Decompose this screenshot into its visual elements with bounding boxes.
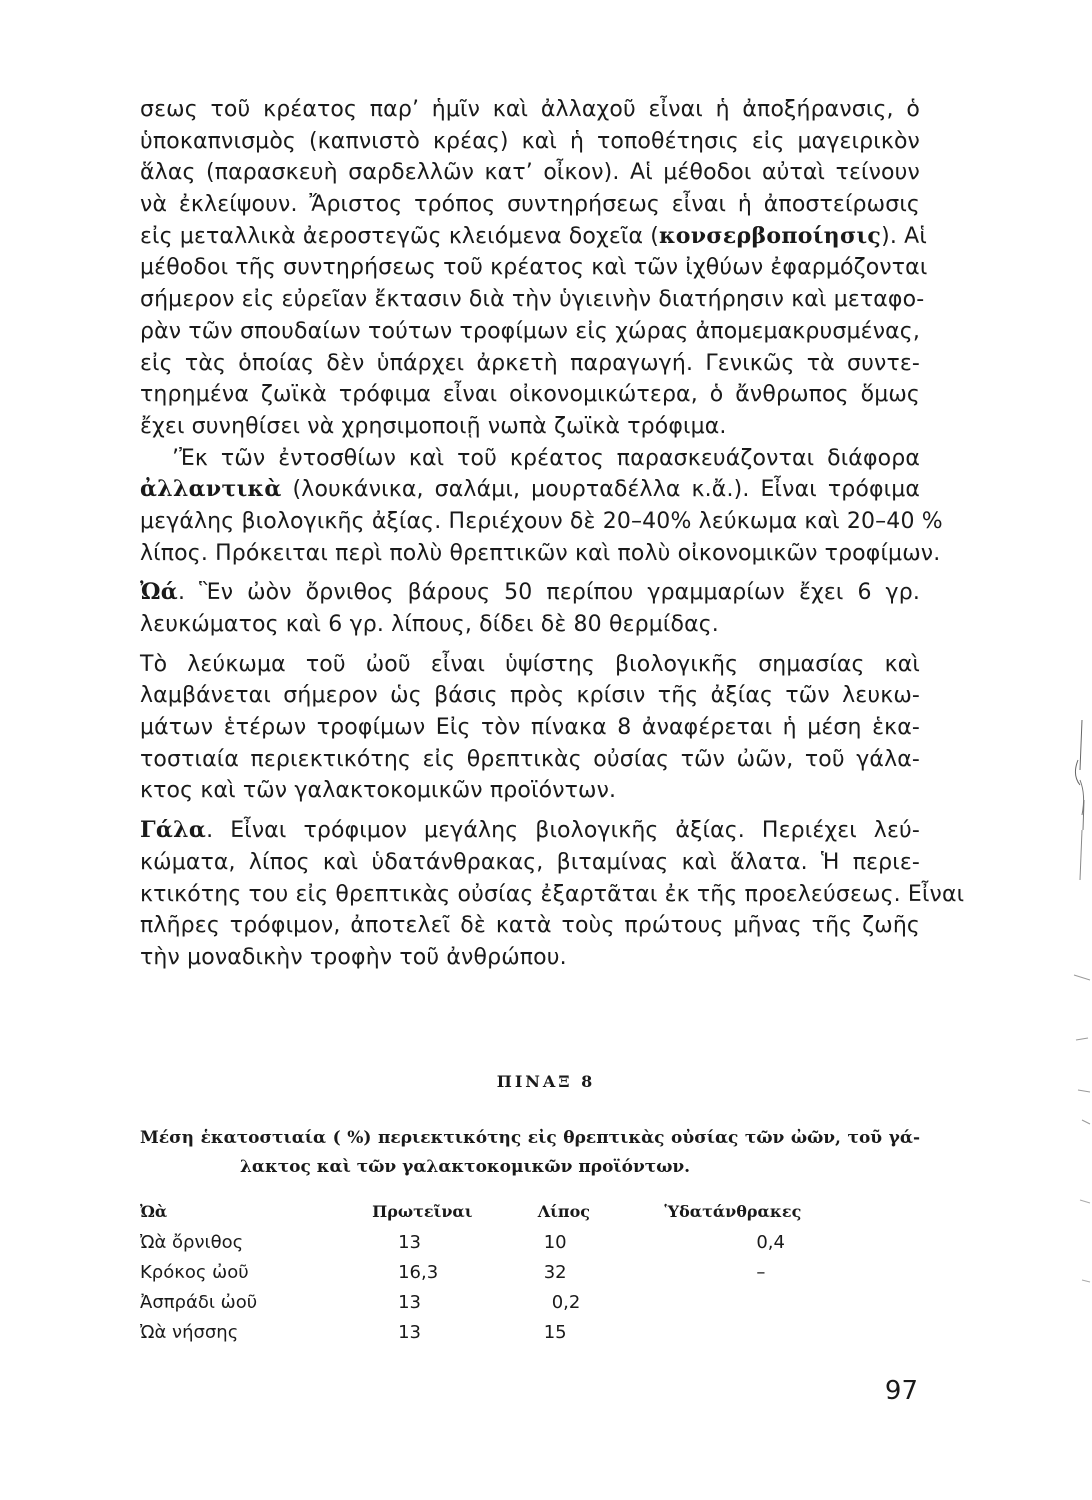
nutrient-table <box>140 1195 900 1347</box>
column-header: Πρωτεῖναι <box>372 1201 473 1221</box>
text-line: λίπος. Πρόκειται περὶ πολὺ θρεπτικῶν καὶ πολὺ οἰκονομικῶν τροφίμων. <box>140 540 941 566</box>
column-header: Ὠὰ <box>140 1201 168 1221</box>
text-line: ὑποκαπνισμὸς (καπνιστὸ κρέας) καὶ ἡ τοποθέτησις εἰς μαγειρικὸν <box>140 128 920 154</box>
text-line <box>140 474 920 506</box>
bold-term: ἀλλαντικὰ <box>140 476 282 503</box>
table-cell: 13 <box>398 1291 421 1313</box>
caption-line: λακτος καὶ τῶν γαλακτοκομικῶν προϊόντων. <box>240 1157 691 1177</box>
table-cell: 10 <box>543 1231 567 1253</box>
text-line: τηρημένα ζωϊκὰ τρόφιμα εἶναι οἰκονομικώτερα, ὁ ἄνθρωπος ὅμως <box>140 382 920 408</box>
text-line <box>140 577 920 609</box>
bold-term: Ὠά <box>140 579 179 606</box>
text-segment: ). Αἱ <box>881 223 927 249</box>
table-cell: 16,3 <box>398 1261 439 1283</box>
text-line: μεγάλης βιολογικῆς ἀξίας. Περιέχουν δὲ 20–40% λεύκωμα καὶ 20–40 % <box>140 508 943 534</box>
table-cell: 0,4 <box>756 1231 785 1253</box>
page-number: 97 <box>884 1376 918 1406</box>
text-line: νὰ ἐκλείψουν. Ἄριστος τρόπος συντηρήσεως εἶναι ἡ ἀποστείρωσις <box>140 192 920 218</box>
table-cell <box>664 1287 900 1317</box>
text-line <box>140 815 920 847</box>
text-line: κώματα, λίπος καὶ ὑδατάνθρακας, βιταμίνας καὶ ἅλατα. Ἡ περιε- <box>140 849 920 875</box>
table-cell: 15 <box>543 1321 567 1343</box>
table-cell: – <box>756 1261 766 1283</box>
text-line: μέθοδοι τῆς συντηρήσεως τοῦ κρέατος καὶ τῶν ἰχθύων ἐφαρμόζονται <box>140 255 928 281</box>
table-row <box>140 1227 900 1257</box>
text-line: λευκώματος καὶ 6 γρ. λίπους, δίδει δὲ 80 θερμίδας. <box>140 612 719 637</box>
paragraph <box>140 94 928 443</box>
text-line: τοστιαία περιεκτικότης εἰς θρεπτικὰς οὐσίας τῶν ὠῶν, τοῦ γάλα- <box>140 746 920 772</box>
column-header: Ὑδατάνθρακες <box>664 1201 802 1221</box>
text-line: ’Ἐκ τῶν ἐντοσθίων καὶ τοῦ κρέατος παρασκευάζονται διάφορα <box>172 445 920 471</box>
table-cell: Ὠὰ ὄρνιθος <box>140 1231 244 1253</box>
text-line: ρὰν τῶν σπουδαίων τούτων τροφίμων εἰς χώρας ἀπομεμακρυσμένας, <box>140 318 920 344</box>
text-line: τὴν μοναδικὴν τροφὴν τοῦ ἀνθρώπου. <box>140 944 567 970</box>
table-row <box>140 1287 900 1317</box>
bold-term: κονσερβοποίησις <box>659 222 882 249</box>
table-title: ΠΙΝΑΞ 8 <box>496 1072 596 1091</box>
text-line: πλῆρες τρόφιμον, ἀποτελεῖ δὲ κατὰ τοὺς πρώτους μῆνας τῆς ζωῆς <box>140 913 920 939</box>
text-line <box>140 221 927 253</box>
text-segment: . Ἓν ὠὸν ὄρνιθος βάρους 50 περίπου γραμμαρίων ἔχει 6 γρ. <box>178 580 920 606</box>
text-segment: . Εἶναι τρόφιμον μεγάλης βιολογικῆς ἀξίας. Περιέχει λεύ- <box>206 818 920 844</box>
table-row <box>140 1317 900 1347</box>
table-cell <box>664 1317 900 1347</box>
paragraph <box>140 577 920 640</box>
paragraph <box>140 443 943 570</box>
text-line: ἅλας (παρασκευὴ σαρδελλῶν κατ’ οἶκον). Αἱ μέθοδοι αὐταὶ τείνουν <box>140 160 920 186</box>
text-segment: εἰς μεταλλικὰ ἀεροστεγῶς κλειόμενα δοχεῖα ( <box>140 223 660 249</box>
table-cell: 0,2 <box>551 1291 581 1313</box>
text-line: ἔχει συνηθίσει νὰ χρησιμοποιῇ νωπὰ ζωϊκὰ τρόφιμα. <box>140 413 727 439</box>
text-line: σήμερον εἰς εὐρεῖαν ἔκτασιν διὰ τὴν ὑγιεινὴν διατήρησιν καὶ μεταφο- <box>140 287 925 313</box>
table-cell: 13 <box>398 1231 421 1253</box>
table-cell: Ὠὰ νήσσης <box>140 1321 239 1343</box>
body-text <box>140 94 965 974</box>
column-header: Λίπος <box>537 1201 590 1221</box>
text-line: σεως τοῦ κρέατος παρ’ ἡμῖν καὶ ἀλλαχοῦ εἶναι ἡ ἀποξήρανσις, ὁ <box>140 97 920 122</box>
text-line: κτικότης του εἰς θρεπτικὰς οὐσίας ἐξαρτᾶται ἐκ τῆς προελεύσεως. Εἶναι <box>140 881 965 907</box>
text-line: Τὸ λεύκωμα τοῦ ὠοῦ εἶναι ὑψίστης βιολογικῆς σημασίας καὶ <box>140 651 920 677</box>
caption-line: Μέση ἑκατοστιαία ( %) περιεκτικότης εἰς θρεπτικὰς οὐσίας τῶν ὠῶν, τοῦ γά- <box>140 1128 920 1148</box>
text-segment: (λουκάνικα, σαλάμι, μουρταδέλλα κ.ἄ.). Εἶναι τρόφιμα <box>281 477 920 503</box>
paragraph <box>140 649 920 807</box>
margin-pencil-marks <box>1068 700 1092 1400</box>
table-row <box>140 1257 900 1287</box>
paragraph <box>140 815 965 973</box>
table-cell: 13 <box>398 1321 421 1343</box>
text-line: μάτων ἑτέρων τροφίμων Εἰς τὸν πίνακα 8 ἀναφέρεται ἡ μέση ἑκα- <box>140 715 920 741</box>
bold-term: Γάλα <box>140 817 207 844</box>
table-cell: 32 <box>543 1261 567 1283</box>
table-cell: Ἀσπράδι ὠοῦ <box>140 1291 258 1313</box>
table-caption <box>140 1124 920 1182</box>
text-line: εἰς τὰς ὁποίας δὲν ὑπάρχει ἀρκετὴ παραγωγή. Γενικῶς τὰ συντε- <box>140 350 920 376</box>
text-line: κτος καὶ τῶν γαλακτοκομικῶν προϊόντων. <box>140 778 617 804</box>
text-line: λαμβάνεται σήμερον ὡς βάσις πρὸς κρίσιν τῆς ἀξίας τῶν λευκω- <box>140 683 920 709</box>
table-header-row <box>140 1195 900 1227</box>
table-cell: Κρόκος ὠοῦ <box>140 1261 249 1283</box>
